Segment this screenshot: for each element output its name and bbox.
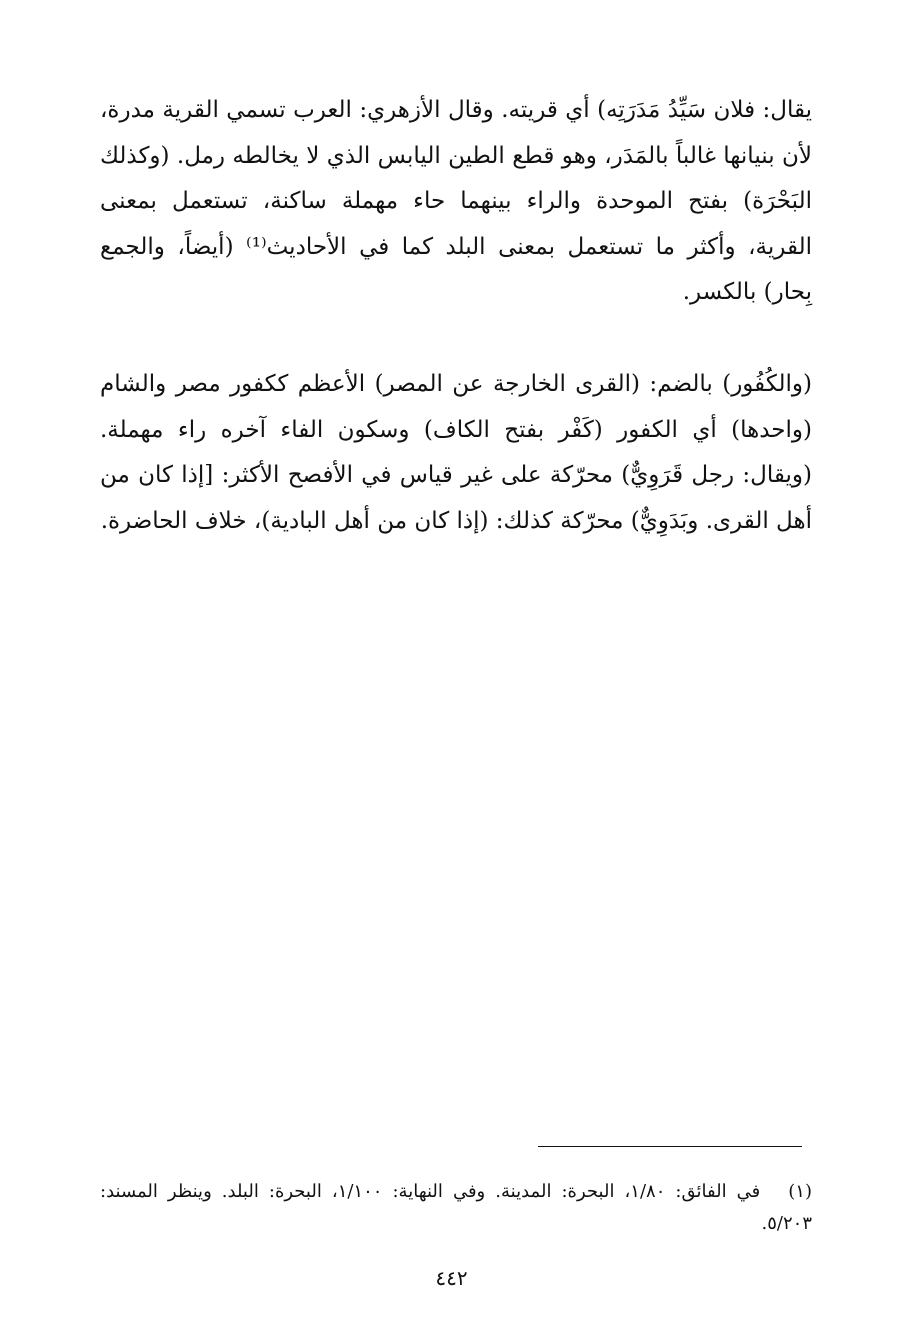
body-paragraph-2: (والكُفُور) بالضم: (القرى الخارجة عن المصر) الأعظم ككفور مصر والشام (واحدها) أي الكفور (كَفْر بفتح الكاف) وسكون الفاء آخره راء مهملة. (ويقال: رجل قَرَوِيٌّ) محرّكة على غير قياس في الأفصح الأكثر: [إذا كان من أهل القرى. وبَدَوِيٌّ) محرّكة كذلك: (إذا كان من أهل البادية)، خلاف الحاضرة. <box>100 371 812 534</box>
footnote-text: في الفائق: ١/٨٠، البحرة: المدينة. وفي النهاية: ١/١٠٠، البحرة: البلد. وينظر المسند: ٥/٢٠٣. <box>100 1181 812 1234</box>
footnote-marker: (١) <box>788 1181 812 1202</box>
footnote-separator <box>538 1146 802 1147</box>
footnote <box>100 1176 812 1240</box>
body-paragraph-1: يقال: فلان سَيِّدُ مَدَرَتِه) أي قريته. وقال الأزهري: العرب تسمي القرية مدرة، لأن بنيانها غالباً بالمَدَر، وهو قطع الطين اليابس الذي لا يخالطه رمل. (وكذلك البَحْرَة) بفتح الموحدة والراء بينهما حاء مهملة ساكنة، تستعمل بمعنى القرية، وأكثر ما تستعمل بمعنى البلد كما في الأحاديث⁽¹⁾ (أيضاً، والجمع بِحار) بالكسر. <box>100 97 812 305</box>
page-number: ٤٤٢ <box>435 1266 468 1290</box>
